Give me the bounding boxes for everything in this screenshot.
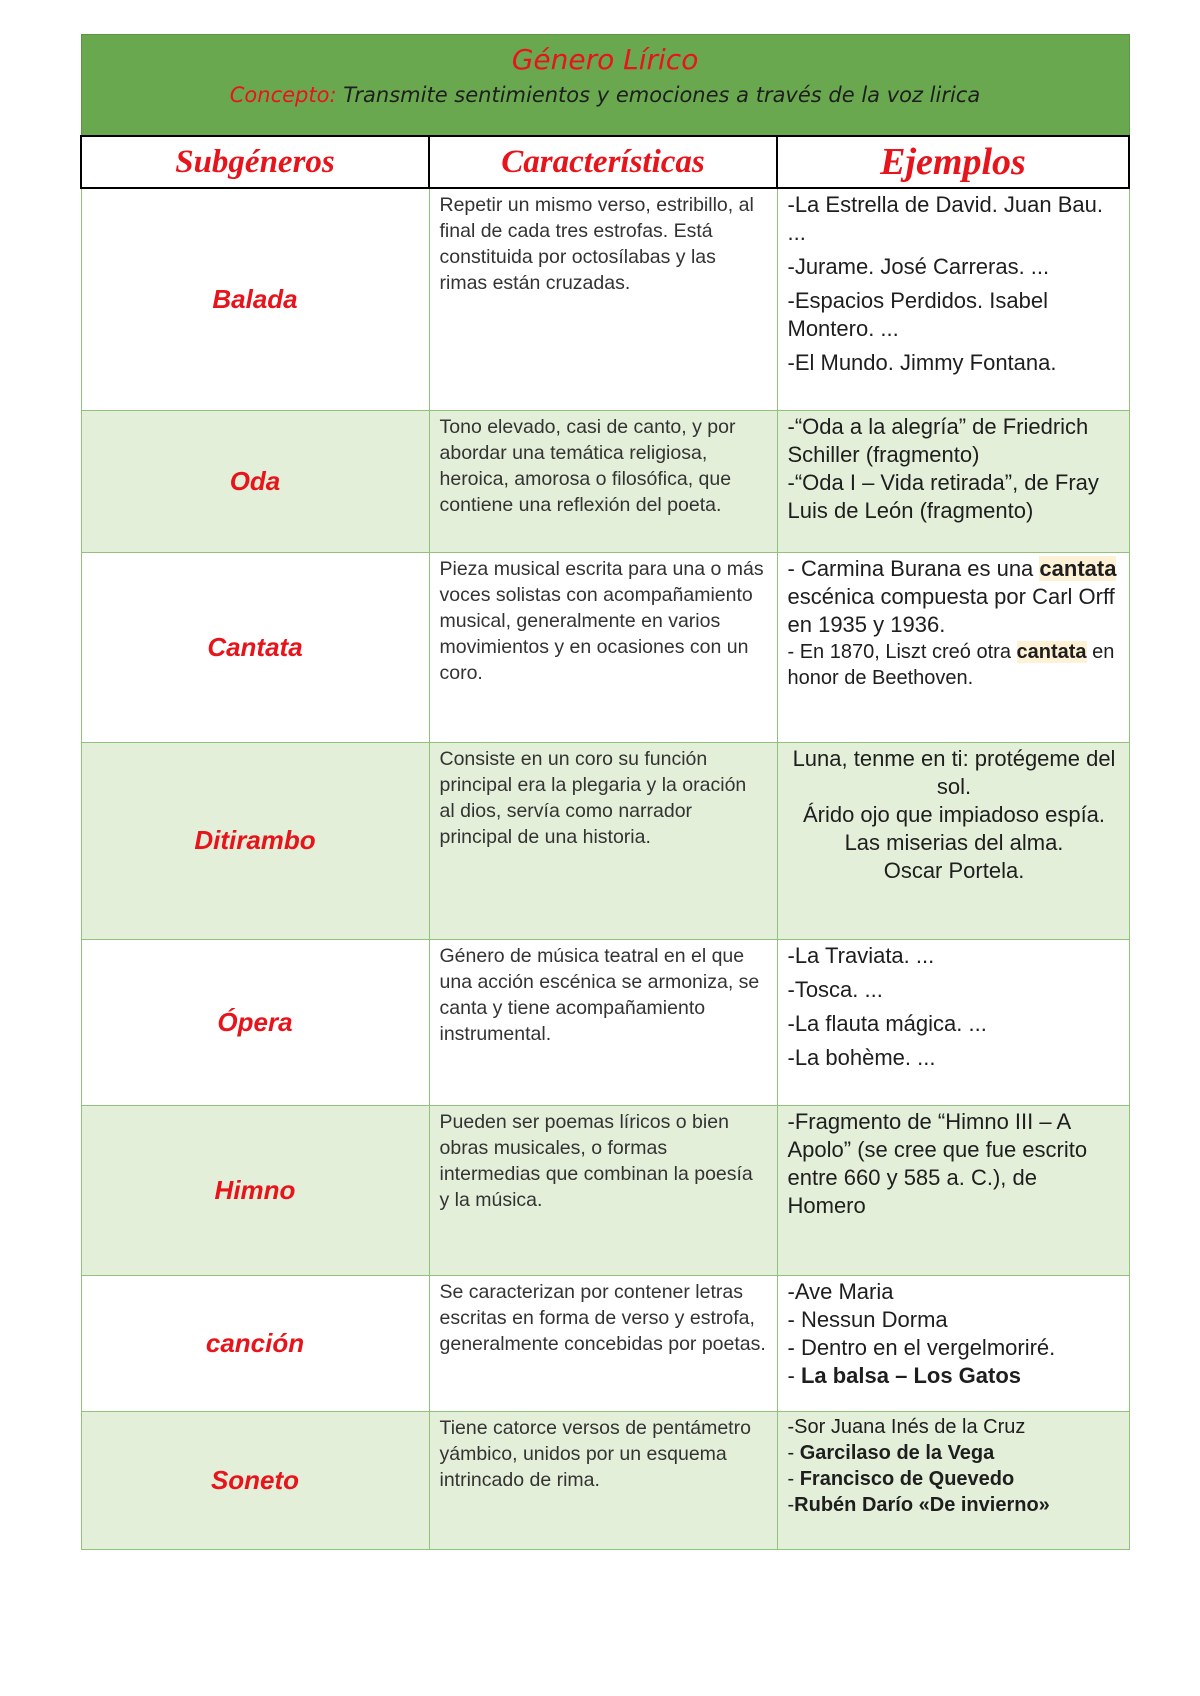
example-item: -Tosca. ...: [787, 976, 883, 1002]
page-title: Género Lírico: [511, 43, 699, 76]
example-text: - En 1870, Liszt creó otra: [787, 640, 1017, 663]
table-row-soneto: [81, 1411, 1129, 1549]
subgenre-name: Himno: [81, 1105, 429, 1275]
example-item: Luna, tenme en ti: protégeme del sol.: [792, 745, 1116, 799]
table-row-opera: [81, 939, 1129, 1105]
title-banner: [81, 35, 1129, 137]
example-item: [788, 639, 1121, 691]
example-item: Las miserias del alma.: [844, 829, 1064, 855]
example-text: -: [787, 1441, 800, 1464]
example-bold-text: Rubén Darío «De invierno»: [794, 1493, 1050, 1516]
table-row-himno: [81, 1105, 1129, 1275]
characteristics-text: Consiste en un coro su función principal era la plegaria y la oración al dios, servía como narrador principal de una historia.: [429, 742, 777, 939]
characteristics-text: Repetir un mismo verso, estribillo, al final de cada tres estrofas. Está constituida por octosílabas y las rimas están cruzadas.: [429, 188, 777, 410]
example-item: [788, 1362, 1121, 1390]
example-bold-text: Francisco de Quevedo: [799, 1467, 1015, 1490]
genero-lirico-table: [80, 34, 1130, 1550]
table-row-ditirambo: [81, 742, 1129, 939]
example-item: - Dentro en el vergelmoriré.: [787, 1334, 1056, 1360]
column-header-row: [81, 136, 1129, 188]
example-item: -Sor Juana Inés de la Cruz: [787, 1415, 1026, 1438]
highlighted-term: cantata: [1039, 555, 1117, 581]
example-text: -: [787, 1493, 795, 1516]
example-item: -La Traviata. ...: [787, 942, 935, 968]
subgenre-name: Soneto: [81, 1411, 429, 1549]
examples-cell: [777, 188, 1129, 410]
concept-line: [82, 81, 1129, 109]
characteristics-text: Se caracterizan por contener letras escritas en forma de verso y estrofa, generalmente concebidas por poetas.: [429, 1275, 777, 1411]
subgenre-name: canción: [81, 1275, 429, 1411]
example-bold-text: La balsa – Los Gatos: [800, 1362, 1022, 1388]
subgenre-name: Cantata: [81, 552, 429, 742]
examples-cell: [777, 742, 1129, 939]
example-item: Árido ojo que impiadoso espía.: [802, 801, 1106, 827]
example-item: -Fragmento de “Himno III – A Apolo” (se cree que fue escrito entre 660 y 585 a. C.), de Homero: [787, 1108, 1088, 1218]
example-text: -: [787, 1362, 801, 1388]
example-item: -La flauta mágica. ...: [787, 1010, 987, 1036]
example-item: [788, 1492, 1121, 1518]
column-header-ejemplos: Ejemplos: [777, 136, 1129, 188]
subgenre-name: Oda: [81, 410, 429, 552]
characteristics-text: Pieza musical escrita para una o más voces solistas con acompañamiento musical, generalmente en varios movimientos y en ocasiones con un coro.: [429, 552, 777, 742]
examples-cell: [777, 410, 1129, 552]
example-item: -El Mundo. Jimmy Fontana.: [787, 350, 1057, 375]
column-header-caracteristicas: Características: [429, 136, 777, 188]
example-item: [788, 1466, 1121, 1492]
example-item: Oscar Portela.: [883, 857, 1025, 883]
subgenre-name: Ópera: [81, 939, 429, 1105]
example-text: -: [787, 1467, 800, 1490]
example-item: - Nessun Dorma: [787, 1306, 948, 1332]
subgenre-name: Balada: [81, 188, 429, 410]
example-bold-text: Garcilaso de la Vega: [799, 1441, 995, 1464]
table-row-oda: [81, 410, 1129, 552]
characteristics-text: Tiene catorce versos de pentámetro yámbico, unidos por un esquema intrincado de rima.: [429, 1411, 777, 1549]
characteristics-text: Género de música teatral en el que una acción escénica se armoniza, se canta y tiene acompañamiento instrumental.: [429, 939, 777, 1105]
example-text: escénica compuesta por Carl Orff en 1935 y 1936.: [787, 583, 1115, 637]
column-header-subgeneros: Subgéneros: [81, 136, 429, 188]
example-item: -“Oda a la alegría” de Friedrich Schiller (fragmento): [787, 413, 1089, 467]
example-item: -Espacios Perdidos. Isabel Montero. ...: [787, 288, 1048, 341]
example-item: [788, 555, 1121, 639]
example-item: -Ave Maria: [787, 1278, 894, 1304]
characteristics-text: Pueden ser poemas líricos o bien obras musicales, o formas intermedias que combinan la poesía y la música.: [429, 1105, 777, 1275]
characteristics-text: Tono elevado, casi de canto, y por abordar una temática religiosa, heroica, amorosa o filosófica, que contiene una reflexión del poeta.: [429, 410, 777, 552]
examples-cell: [777, 552, 1129, 742]
examples-cell: [777, 1105, 1129, 1275]
example-text: en honor de Beethoven.: [787, 640, 1115, 689]
examples-cell: [777, 1275, 1129, 1411]
example-item: [788, 1440, 1121, 1466]
examples-cell: [777, 939, 1129, 1105]
highlighted-term: cantata: [1016, 640, 1087, 663]
concept-text: Transmite sentimientos y emociones a través de la voz lirica: [336, 83, 981, 107]
table-row-cantata: [81, 552, 1129, 742]
example-item: -La bohème. ...: [787, 1044, 936, 1070]
example-item: -“Oda I – Vida retirada”, de Fray Luis de León (fragmento): [787, 469, 1099, 523]
concept-label: Concepto:: [229, 83, 337, 107]
example-item: -La Estrella de David. Juan Bau. ...: [787, 192, 1104, 245]
example-item: -Jurame. José Carreras. ...: [787, 254, 1050, 279]
examples-cell: [777, 1411, 1129, 1549]
table-row-cancion: [81, 1275, 1129, 1411]
example-text: - Carmina Burana es una: [787, 555, 1040, 581]
subgenre-name: Ditirambo: [81, 742, 429, 939]
table-row-balada: [81, 188, 1129, 410]
